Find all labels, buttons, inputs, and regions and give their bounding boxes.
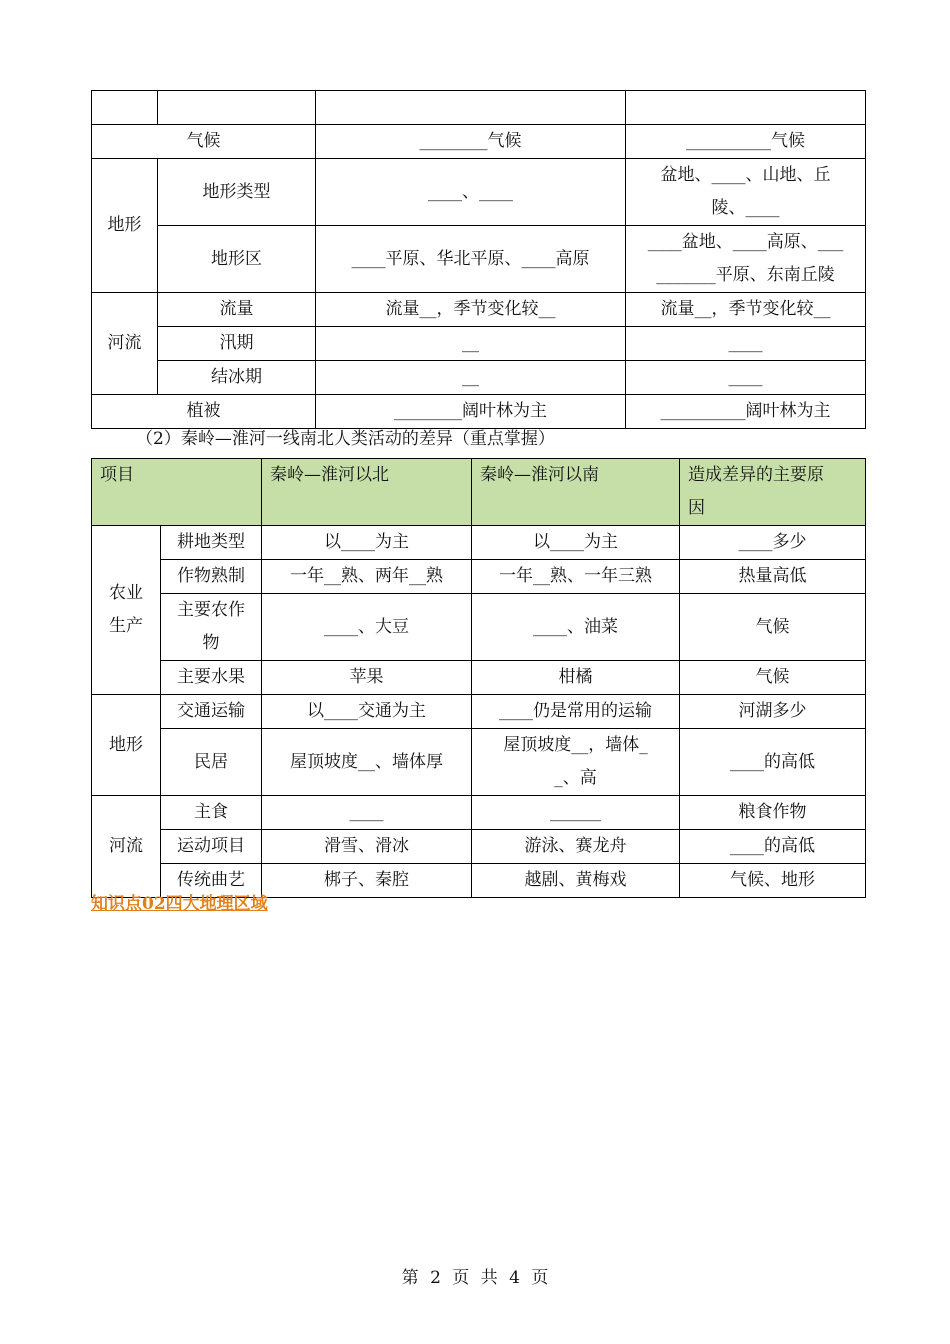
table-row: [92, 594, 866, 661]
river-sub: 主食: [161, 796, 262, 830]
river-south: ______: [472, 796, 680, 830]
vegetation-label: 植被: [92, 395, 316, 429]
table-row: [92, 293, 866, 327]
table-row: [92, 91, 866, 125]
river-sub: 传统曲艺: [161, 864, 262, 898]
river-north: ____: [262, 796, 472, 830]
terrain-type-north: ____、____: [316, 159, 626, 226]
knowledge-point-link[interactable]: 知识点02四大地理区域: [91, 894, 268, 914]
agri-sub: 主要水果: [161, 661, 262, 695]
river-south: 越剧、黄梅戏: [472, 864, 680, 898]
agri-north: 一年__熟、两年__熟: [262, 560, 472, 594]
table-cell: [316, 91, 626, 125]
terrain-label: 地形: [92, 695, 161, 796]
table-cell: [92, 91, 158, 125]
river-freeze-south: ____: [626, 361, 866, 395]
table-row: [92, 560, 866, 594]
transport-north: 以____交通为主: [262, 695, 472, 729]
river-label: 河流: [92, 796, 161, 898]
agri-sub: 作物熟制: [161, 560, 262, 594]
agri-reason: ____多少: [680, 526, 866, 560]
vegetation-south: __________阔叶林为主: [626, 395, 866, 429]
page-footer: 第 2 页 共 4 页: [401, 1268, 549, 1288]
agri-reason: 气候: [680, 594, 866, 661]
housing-reason: ____的高低: [680, 729, 866, 796]
river-flood-north: __: [316, 327, 626, 361]
agri-south: 一年__熟、一年三熟: [472, 560, 680, 594]
river-freeze-north: __: [316, 361, 626, 395]
table-row: [92, 327, 866, 361]
agri-south: 以____为主: [472, 526, 680, 560]
river-flow-south: 流量__，季节变化较__: [626, 293, 866, 327]
housing-south: 屋顶坡度__，墙体_ _、高: [472, 729, 680, 796]
river-north: 梆子、秦腔: [262, 864, 472, 898]
table-header-row: [92, 459, 866, 526]
agri-sub: 耕地类型: [161, 526, 262, 560]
river-flood-south: ____: [626, 327, 866, 361]
terrain-region-label: 地形区: [158, 226, 316, 293]
agri-reason: 热量高低: [680, 560, 866, 594]
river-flow-label: 流量: [158, 293, 316, 327]
terrain-region-north: ____平原、华北平原、____高原: [316, 226, 626, 293]
table-row: [92, 361, 866, 395]
river-sub: 运动项目: [161, 830, 262, 864]
table-row: [92, 796, 866, 830]
table-cell: [626, 91, 866, 125]
table-row: [92, 695, 866, 729]
table-row: [92, 830, 866, 864]
comparison-table-natural: [91, 90, 866, 429]
table-row: [92, 226, 866, 293]
header-reason: 造成差异的主要原 因: [680, 459, 866, 526]
table-row: [92, 729, 866, 796]
river-freeze-label: 结冰期: [158, 361, 316, 395]
river-label: 河流: [92, 293, 158, 395]
terrain-region-south: ____盆地、____高原、___ _______平原、东南丘陵: [626, 226, 866, 293]
header-item: 项目: [92, 459, 262, 526]
transport-south: ____仍是常用的运输: [472, 695, 680, 729]
table2-caption: （2）秦岭—淮河一线南北人类活动的差异（重点掌握）: [136, 429, 555, 449]
agri-north: 苹果: [262, 661, 472, 695]
river-reason: 粮食作物: [680, 796, 866, 830]
housing-north: 屋顶坡度__、墙体厚: [262, 729, 472, 796]
river-south: 游泳、赛龙舟: [472, 830, 680, 864]
header-north: 秦岭—淮河以北: [262, 459, 472, 526]
housing-sub: 民居: [161, 729, 262, 796]
terrain-type-south: 盆地、____、山地、丘 陵、____: [626, 159, 866, 226]
river-reason: ____的高低: [680, 830, 866, 864]
river-north: 滑雪、滑冰: [262, 830, 472, 864]
agri-reason: 气候: [680, 661, 866, 695]
climate-label: 气候: [92, 125, 316, 159]
agri-sub: 主要农作 物: [161, 594, 262, 661]
agri-label: 农业 生产: [92, 526, 161, 695]
agri-south: 柑橘: [472, 661, 680, 695]
river-reason: 气候、地形: [680, 864, 866, 898]
comparison-table-human: [91, 458, 866, 898]
climate-south: __________气候: [626, 125, 866, 159]
river-flow-north: 流量__，季节变化较__: [316, 293, 626, 327]
header-south: 秦岭—淮河以南: [472, 459, 680, 526]
river-flood-label: 汛期: [158, 327, 316, 361]
table-row: [92, 526, 866, 560]
table-row: [92, 125, 866, 159]
terrain-type-label: 地形类型: [158, 159, 316, 226]
vegetation-north: ________阔叶林为主: [316, 395, 626, 429]
climate-north: ________气候: [316, 125, 626, 159]
table-row: [92, 159, 866, 226]
transport-sub: 交通运输: [161, 695, 262, 729]
transport-reason: 河湖多少: [680, 695, 866, 729]
agri-north: ____、大豆: [262, 594, 472, 661]
agri-south: ____、油菜: [472, 594, 680, 661]
table-row: [92, 661, 866, 695]
terrain-label: 地形: [92, 159, 158, 293]
table-cell: [158, 91, 316, 125]
agri-north: 以____为主: [262, 526, 472, 560]
